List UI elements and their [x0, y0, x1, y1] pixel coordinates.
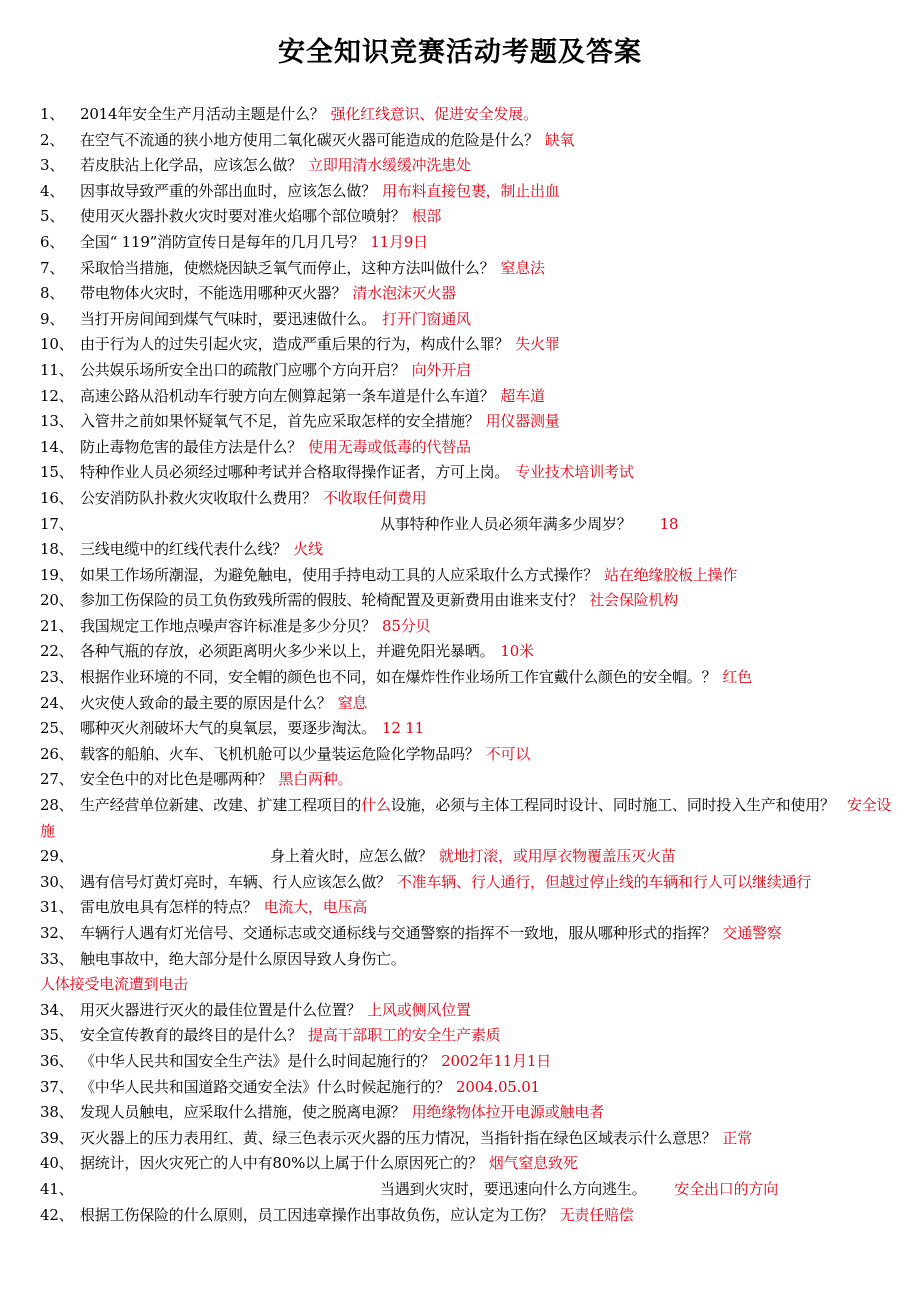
question-item [0, 358, 920, 384]
question-text: 特种作业人员必须经过哪种考试并合格取得操作证者，方可上岗。 [80, 463, 510, 482]
question-number: 18、 [40, 540, 74, 559]
answer-text: 超车道 [500, 386, 545, 405]
question-item [0, 128, 920, 154]
question-text: 雷电放电具有怎样的特点？ [80, 898, 258, 917]
answer-text: 清水泡沫灭火器 [352, 284, 457, 303]
question-item [0, 870, 920, 896]
question-number: 21、 [40, 616, 74, 635]
question-item [0, 998, 920, 1024]
question-item [0, 281, 920, 307]
answer-text: 红色 [722, 668, 753, 687]
question-text: 我国规定工作地点噪声容许标准是多少分贝？ [80, 616, 377, 635]
question-number: 4、 [40, 181, 65, 200]
answer-text: 交通警察 [722, 924, 782, 942]
question-item [0, 639, 920, 665]
question-number: 15、 [40, 463, 74, 482]
answer-body [40, 972, 892, 998]
question-number: 22、 [40, 642, 74, 661]
question-item [0, 844, 920, 870]
question-number: 34、 [40, 1000, 74, 1019]
question-number: 6、 [40, 232, 65, 251]
question-text: 当打开房间闻到煤气气味时，要迅速做什么。 [80, 309, 377, 328]
question-body [80, 921, 892, 947]
question-item [0, 256, 920, 282]
question-text: 《中华人民共和国安全生产法》是什么时间起施行的？ [80, 1051, 436, 1070]
question-item [0, 716, 920, 742]
question-body [80, 1177, 892, 1203]
question-number: 33、 [40, 949, 74, 968]
answer-text: 专业技术培训考试 [515, 463, 634, 482]
question-number: 40、 [40, 1154, 74, 1173]
question-text: 火灾使人致命的最主要的原因是什么？ [80, 693, 332, 712]
question-number: 29、 [40, 847, 74, 866]
answer-text: 电流大，电压高 [263, 898, 368, 917]
question-text: 因事故导致严重的外部出血时，应该怎么做？ [80, 181, 377, 200]
question-body [80, 128, 892, 154]
question-number: 3、 [40, 156, 65, 175]
question-item [0, 742, 920, 768]
question-text: 2014年安全生产月活动主题是什么？ [80, 105, 325, 123]
question-body [80, 716, 892, 742]
answer-text: 火线 [293, 540, 323, 559]
question-text: 载客的船舶、火车、飞机机舱可以少量装运危险化学物品吗？ [80, 744, 480, 763]
question-number: 9、 [40, 309, 65, 328]
answer-text: 12 11 [382, 719, 424, 738]
question-text: 安全色中的对比色是哪两种？ [80, 770, 273, 789]
question-item [0, 153, 920, 179]
question-body [80, 742, 892, 768]
question-text: 当遇到火灾时，要迅速向什么方向逃生。 [380, 1179, 647, 1198]
question-body [80, 947, 892, 973]
answer-text: 就地打滚，或用厚衣物覆盖压灭火苗 [438, 847, 676, 866]
question-body [80, 204, 892, 230]
question-text: 高速公路从沿机动车行驶方向左侧算起第一条车道是什么车道？ [80, 386, 495, 405]
answer-line [0, 972, 920, 998]
answer-text: 烟气窒息致死 [488, 1154, 578, 1173]
question-number: 20、 [40, 591, 74, 610]
question-number: 35、 [40, 1026, 74, 1045]
question-number: 32、 [40, 924, 74, 942]
answer-text: 窒息 [337, 693, 368, 712]
question-body [80, 1203, 892, 1229]
question-body [80, 844, 892, 870]
question-text: 如果工作场所潮湿，为避免触电，使用手持电动工具的人应采取什么方式操作？ [80, 565, 599, 584]
question-body [80, 1126, 892, 1152]
question-body [80, 102, 892, 128]
question-body [80, 256, 892, 282]
question-body [80, 409, 892, 435]
question-body [80, 639, 892, 665]
question-number: 38、 [40, 1103, 74, 1122]
question-item [0, 1126, 920, 1152]
question-number: 7、 [40, 258, 65, 277]
question-text: 带电物体火灾时，不能选用哪种灭火器？ [80, 284, 347, 303]
question-body [80, 767, 892, 793]
question-number: 36、 [40, 1051, 74, 1070]
question-number: 28、 [40, 796, 74, 815]
question-body [80, 153, 892, 179]
question-item [0, 460, 920, 486]
question-body [80, 895, 892, 921]
question-body [80, 384, 892, 410]
question-item [0, 1023, 920, 1049]
question-text: 身上着火时，应怎么做？ [270, 847, 433, 866]
answer-text: 2004.05.01 [456, 1077, 540, 1096]
question-number: 23、 [40, 668, 74, 687]
question-text: 生产经营单位新建、改建、扩建工程项目的 [80, 796, 362, 815]
answer-text: 人体接受电流遭到电击 [40, 975, 189, 994]
answer-text: 提高干部职工的安全生产素质 [308, 1026, 501, 1045]
question-body [40, 793, 892, 844]
answer-text: 用绝缘物体拉开电源或触电者 [411, 1103, 605, 1122]
question-body [80, 588, 892, 614]
question-item [0, 204, 920, 230]
question-number: 19、 [40, 565, 74, 584]
question-body [80, 281, 892, 307]
question-text: 入管井之前如果怀疑氧气不足，首先应采取怎样的安全措施？ [80, 412, 480, 431]
question-body [80, 460, 892, 486]
question-item [0, 895, 920, 921]
question-body [80, 537, 892, 563]
question-body [80, 512, 892, 538]
question-body [80, 870, 892, 896]
question-item [0, 614, 920, 640]
question-number: 5、 [40, 207, 65, 226]
answer-text: 不收取任何费用 [322, 488, 427, 507]
question-item [0, 588, 920, 614]
answer-text: 用仪器测量 [485, 412, 560, 431]
question-body [80, 1049, 892, 1075]
question-body [80, 691, 892, 717]
question-body [80, 332, 892, 358]
question-text: 从事特种作业人员必须年满多少周岁？ [380, 514, 632, 533]
answer-text: 18 [659, 514, 679, 533]
answer-text: 安全设施 [40, 796, 892, 840]
answer-text: 安全出口的方向 [674, 1179, 779, 1198]
question-item [0, 486, 920, 512]
answer-text: 上风或侧风位置 [367, 1000, 471, 1019]
question-item [0, 512, 920, 538]
question-number: 14、 [40, 437, 74, 456]
question-text: 由于行为人的过失引起火灾，造成严重后果的行为，构成什么罪？ [80, 335, 510, 354]
question-number: 42、 [40, 1205, 74, 1224]
question-text: 据统计，因火灾死亡的人中有80%以上属于什么原因死亡的？ [80, 1154, 483, 1173]
question-text: 哪种灭火剂破坏大气的臭氧层，要逐步淘汰。 [80, 719, 377, 738]
question-number: 25、 [40, 719, 74, 738]
question-text: 安全宣传教育的最终目的是什么？ [80, 1026, 303, 1045]
answer-text: 立即用清水缓缓冲洗患处 [308, 156, 471, 175]
question-number: 8、 [40, 284, 65, 303]
question-item [0, 409, 920, 435]
answer-text: 11月9日 [370, 232, 428, 251]
question-item [0, 1177, 920, 1203]
answer-text: 85分贝 [382, 616, 431, 635]
question-item [0, 537, 920, 563]
question-text: 发现人员触电，应采取什么措施，使之脱离电源？ [80, 1103, 406, 1122]
question-text: 用灭火器进行灭火的最佳位置是什么位置？ [80, 1000, 362, 1019]
question-body [80, 179, 892, 205]
question-text: 在空气不流通的狭小地方使用二氧化碳灭火器可能造成的危险是什么？ [80, 130, 539, 149]
question-number: 10、 [40, 335, 74, 354]
answer-text: 站在绝缘胶板上操作 [604, 565, 738, 584]
question-body [80, 1023, 892, 1049]
question-text: 三线电缆中的红线代表什么线？ [80, 540, 288, 559]
question-text: 根据作业环境的不同，安全帽的颜色也不同，如在爆炸性作业场所工作宜戴什么颜色的安全帽。？ [80, 668, 717, 687]
page-title: 安全知识竞赛活动考题及答案 [278, 37, 642, 68]
question-item [0, 665, 920, 691]
question-number: 24、 [40, 693, 74, 712]
question-number: 13、 [40, 412, 74, 431]
question-number: 16、 [40, 488, 74, 507]
answer-text: 10米 [500, 642, 534, 661]
question-body [80, 665, 892, 691]
question-text: 根据工伤保险的什么原则，员工因违章操作出事故负伤，应认定为工伤？ [80, 1205, 554, 1224]
answer-text: 窒息法 [500, 258, 545, 277]
answer-text: 根部 [411, 207, 442, 226]
question-text: 使用灭火器扑救火灾时要对准火焰哪个部位喷射？ [80, 207, 406, 226]
question-item [0, 230, 920, 256]
question-body [80, 358, 892, 384]
question-text: 《中华人民共和国道路交通安全法》什么时候起施行的？ [80, 1077, 451, 1096]
question-item [0, 179, 920, 205]
question-item [0, 435, 920, 461]
question-body [80, 1100, 892, 1126]
question-body [80, 1075, 892, 1101]
question-item [0, 1100, 920, 1126]
question-number: 41、 [40, 1179, 74, 1198]
answer-text: 打开门窗通风 [382, 309, 471, 328]
question-text: 触电事故中，绝大部分是什么原因导致人身伤亡。 [80, 949, 406, 968]
question-text: 采取恰当措施，使燃烧因缺乏氧气而停止，这种方法叫做什么？ [80, 258, 495, 277]
question-number: 2、 [40, 130, 65, 149]
question-number: 1、 [40, 105, 65, 123]
question-text: 公安消防队扑救火灾收取什么费用？ [80, 488, 317, 507]
question-keyword: 什么 [361, 796, 391, 815]
answer-text: 黑白两种。 [278, 770, 353, 789]
question-text: 防止毒物危害的最佳方法是什么？ [80, 437, 303, 456]
question-body [80, 435, 892, 461]
question-item [0, 1203, 920, 1229]
question-item [0, 307, 920, 333]
question-number: 12、 [40, 386, 74, 405]
question-item [0, 102, 920, 128]
question-item [0, 1049, 920, 1075]
question-item [0, 947, 920, 973]
question-number: 17、 [40, 514, 74, 533]
question-text: 设施，必须与主体工程同时设计、同时施工、同时投入生产和使用？ [390, 796, 835, 815]
question-body [80, 230, 892, 256]
question-text: 公共娱乐场所安全出口的疏散门应哪个方向开启？ [80, 360, 406, 379]
question-body [80, 614, 892, 640]
question-number: 11、 [40, 360, 74, 379]
answer-text: 2002年11月1日 [441, 1051, 552, 1070]
question-text: 车辆行人遇有灯光信号、交通标志或交通标线与交通警察的指挥不一致地，服从哪种形式的指挥？ [80, 924, 717, 942]
answer-text: 向外开启 [411, 360, 471, 379]
answer-text: 缺氧 [544, 130, 575, 149]
answer-text: 使用无毒或低毒的代替品 [308, 437, 471, 456]
question-number: 39、 [40, 1128, 74, 1147]
question-number: 26、 [40, 744, 74, 763]
question-item [0, 563, 920, 589]
question-body [80, 486, 892, 512]
answer-text: 强化红线意识、促进安全发展。 [330, 105, 538, 123]
answer-text: 不准车辆、行人通行，但越过停止线的车辆和行人可以继续通行 [396, 872, 812, 891]
question-text: 参加工伤保险的员工负伤致残所需的假肢、轮椅配置及更新费用由谁来支付？ [80, 591, 584, 610]
question-number: 27、 [40, 770, 74, 789]
answer-text: 不可以 [485, 744, 531, 763]
question-text: 遇有信号灯黄灯亮时，车辆、行人应该怎么做？ [80, 872, 391, 891]
question-item [0, 1151, 920, 1177]
answer-text: 正常 [722, 1128, 753, 1147]
answer-text: 无责任赔偿 [559, 1205, 634, 1224]
question-item [0, 332, 920, 358]
question-body [80, 563, 892, 589]
question-body [80, 307, 892, 333]
question-text: 全国“ 119”消防宣传日是每年的几月几号？ [80, 232, 365, 251]
question-body [80, 998, 892, 1024]
question-number: 30、 [40, 872, 74, 891]
answer-text: 用布料直接包裹，制止出血 [382, 181, 560, 200]
question-item [0, 921, 920, 947]
question-item [0, 1075, 920, 1101]
question-item [0, 767, 920, 793]
question-item [0, 384, 920, 410]
answer-text: 失火罪 [515, 335, 560, 354]
question-list [0, 102, 920, 1228]
answer-text: 社会保险机构 [589, 591, 679, 610]
question-item [0, 691, 920, 717]
question-item [0, 793, 920, 844]
question-text: 灭火器上的压力表用红、黄、绿三色表示灭火器的压力情况，当指针指在绿色区域表示什么意思？ [80, 1128, 717, 1147]
question-number: 31、 [40, 898, 74, 917]
question-text: 若皮肤沾上化学品，应该怎么做？ [80, 156, 303, 175]
question-body [80, 1151, 892, 1177]
question-text: 各种气瓶的存放，必须距离明火多少米以上，并避免阳光暴晒。 [80, 642, 495, 661]
question-number: 37、 [40, 1077, 74, 1096]
